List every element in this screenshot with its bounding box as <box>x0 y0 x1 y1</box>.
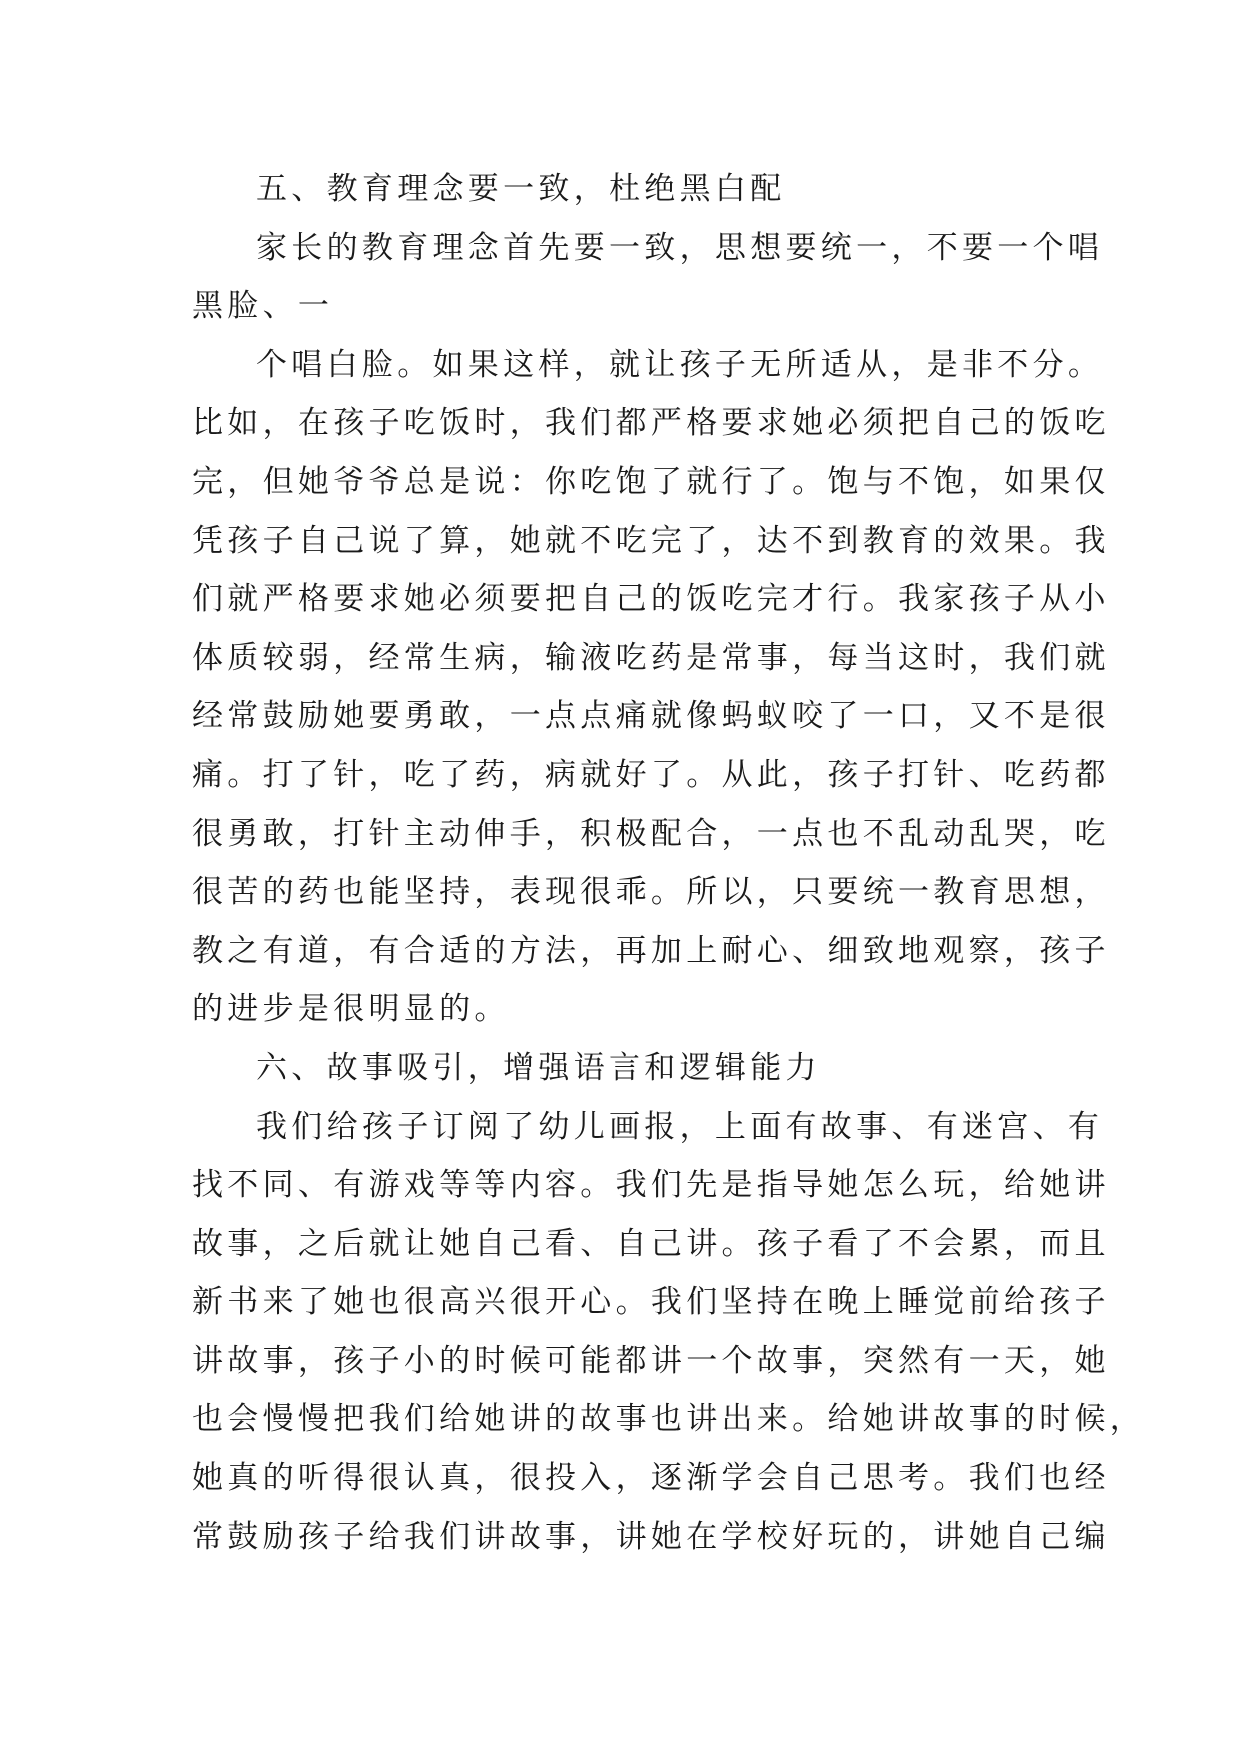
paragraph-line: 她真的听得很认真，很投入，逐渐学会自己思考。我们也经 <box>192 1460 1110 1497</box>
paragraph-line: 痛。打了针，吃了药，病就好了。从此，孩子打针、吃药都 <box>192 756 1110 793</box>
paragraph-line: 完，但她爷爷总是说：你吃饱了就行了。饱与不饱，如果仅 <box>192 463 1110 500</box>
paragraph-line: 讲故事，孩子小的时候可能都讲一个故事，突然有一天，她 <box>192 1342 1110 1379</box>
paragraph-line: 个唱白脸。如果这样，就让孩子无所适从，是非不分。 <box>256 346 1104 383</box>
paragraph-line: 的进步是很明显的。 <box>192 991 510 1028</box>
paragraph-line: 找不同、有游戏等等内容。我们先是指导她怎么玩，给她讲 <box>192 1167 1110 1204</box>
paragraph-line: 凭孩子自己说了算，她就不吃完了，达不到教育的效果。我 <box>192 522 1110 559</box>
paragraph-line: 经常鼓励她要勇敢，一点点痛就像蚂蚁咬了一口，又不是很 <box>192 698 1110 735</box>
paragraph-line: 也会慢慢把我们给她讲的故事也讲出来。给她讲故事的时候， <box>192 1401 1146 1438</box>
paragraph-line: 黑脸、一 <box>192 288 334 325</box>
paragraph-line: 们就严格要求她必须要把自己的饭吃完才行。我家孩子从小 <box>192 581 1110 618</box>
paragraph-line: 教之有道，有合适的方法，再加上耐心、细致地观察，孩子 <box>192 932 1110 969</box>
paragraph-line: 故事，之后就让她自己看、自己讲。孩子看了不会累，而且 <box>192 1225 1110 1262</box>
section-heading-5: 五、教育理念要一致，杜绝黑白配 <box>256 171 786 207</box>
paragraph-line: 我们给孩子订阅了幼儿画报，上面有故事、有迷宫、有 <box>256 1108 1104 1145</box>
paragraph-line: 比如，在孩子吃饭时，我们都严格要求她必须把自己的饭吃 <box>192 405 1110 442</box>
paragraph-line: 很苦的药也能坚持，表现很乖。所以，只要统一教育思想， <box>192 874 1110 911</box>
paragraph-line: 体质较弱，经常生病，输液吃药是常事，每当这时，我们就 <box>192 639 1110 676</box>
section-heading-6: 六、故事吸引，增强语言和逻辑能力 <box>256 1049 821 1086</box>
paragraph-line: 新书来了她也很高兴很开心。我们坚持在晚上睡觉前给孩子 <box>192 1284 1110 1321</box>
paragraph-line: 家长的教育理念首先要一致，思想要统一，不要一个唱 <box>256 229 1104 266</box>
document-body <box>192 160 1146 1566</box>
paragraph-line: 很勇敢，打针主动伸手，积极配合，一点也不乱动乱哭，吃 <box>192 815 1110 852</box>
paragraph-line: 常鼓励孩子给我们讲故事，讲她在学校好玩的，讲她自己编 <box>192 1518 1110 1555</box>
